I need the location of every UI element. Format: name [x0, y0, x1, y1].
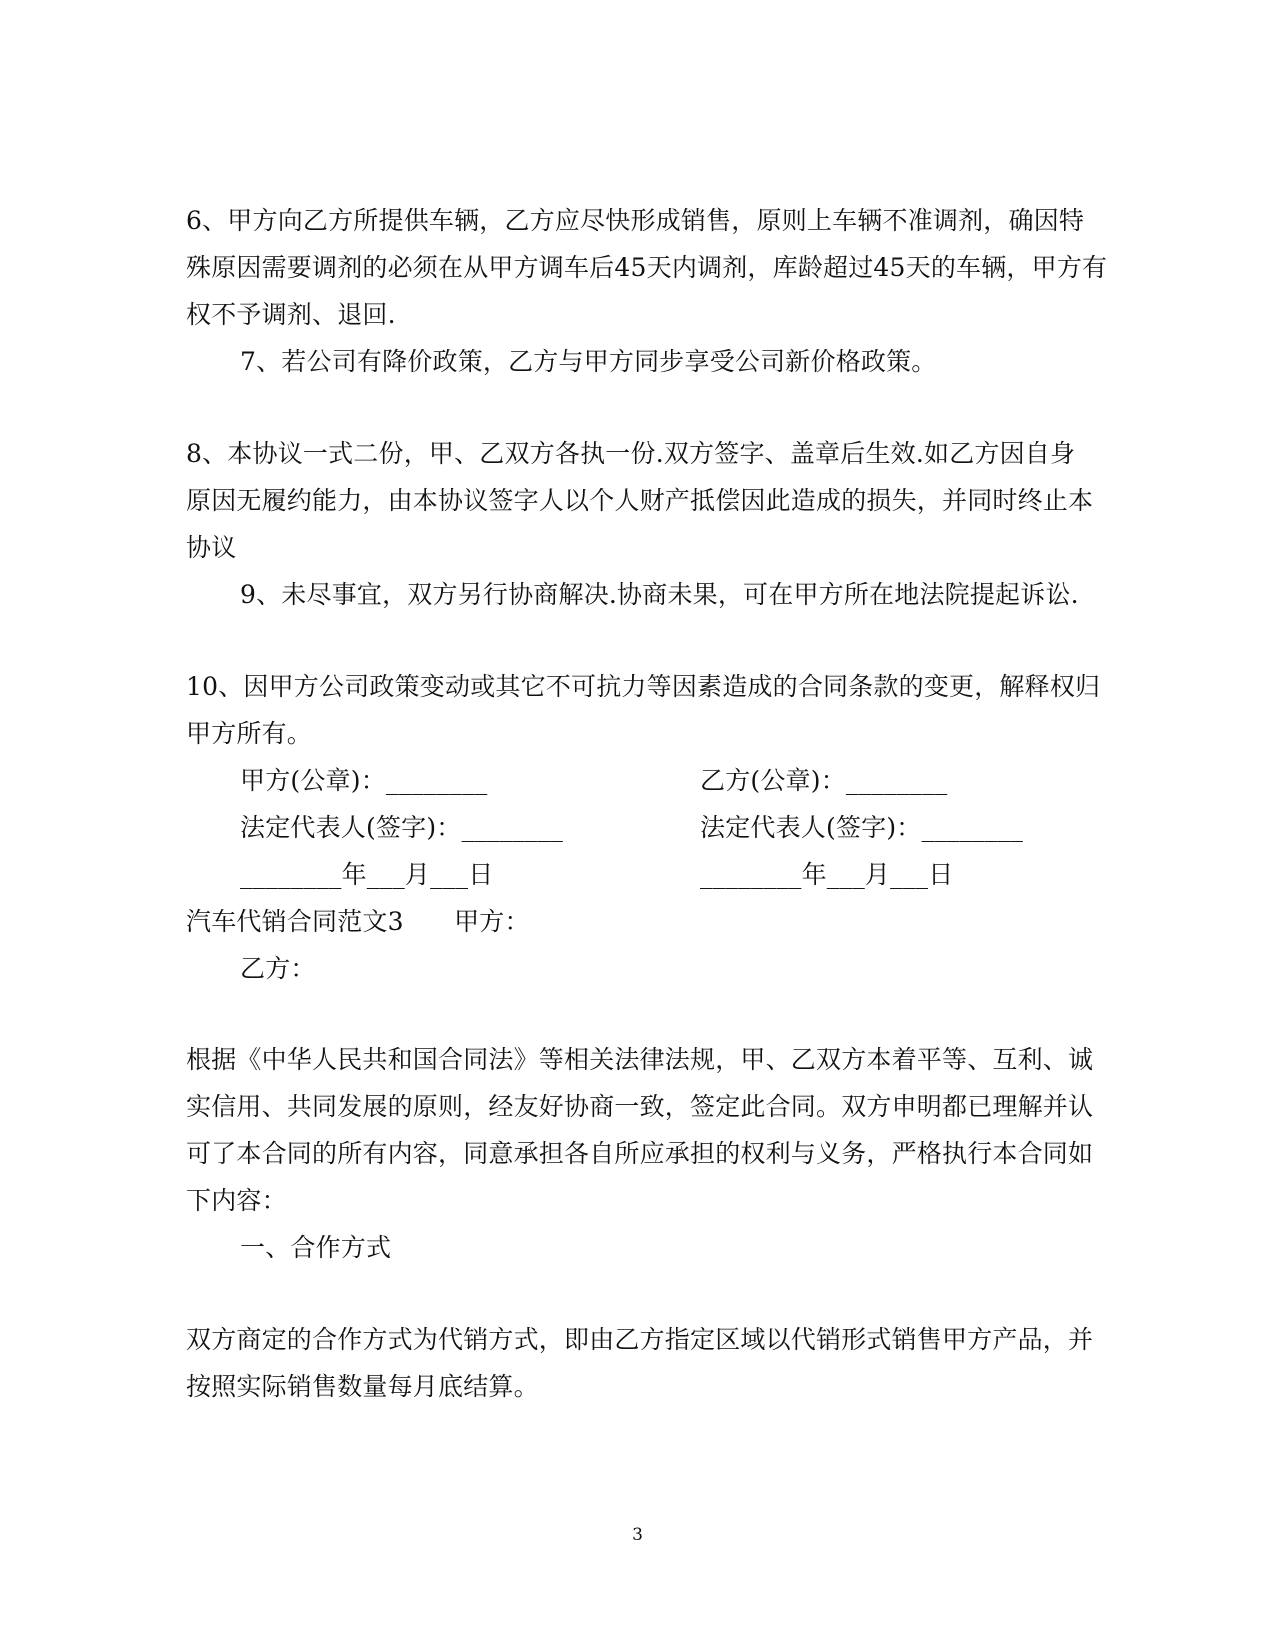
- page-number: 3: [632, 1525, 643, 1545]
- clause-8-line-2: 原因无履约能力，由本协议签字人以个人财产抵偿因此造成的损失，并同时终止本: [186, 486, 1094, 515]
- section-1-title: 一、合作方式: [240, 1233, 392, 1262]
- clause-7: 7、若公司有降价政策，乙方与甲方同步享受公司新价格政策。: [240, 347, 937, 376]
- party-a-seal: 甲方(公章)：________: [240, 766, 488, 795]
- party-a-date: ________年___月___日: [240, 860, 494, 889]
- preamble-line-2: 实信用、共同发展的原则，经友好协商一致，签定此合同。双方申明都已理解并认: [186, 1092, 1094, 1121]
- party-a-representative: 法定代表人(签字)：________: [240, 813, 564, 842]
- clause-10-line-1: 10、因甲方公司政策变动或其它不可抗力等因素造成的合同条款的变更，解释权归: [186, 672, 1101, 701]
- clause-6-line-2: 殊原因需要调剂的必须在从甲方调车后45天内调剂，库龄超过45天的车辆，甲方有: [186, 253, 1108, 282]
- clause-9: 9、未尽事宜，双方另行协商解决.协商未果，可在甲方所在地法院提起诉讼.: [240, 580, 1079, 609]
- contract-3-party-b: 乙方：: [240, 954, 316, 983]
- party-b-representative: 法定代表人(签字)：________: [700, 813, 1024, 842]
- party-b-seal: 乙方(公章)：________: [700, 766, 948, 795]
- clause-8-line-1: 8、本协议一式二份，甲、乙双方各执一份.双方签字、盖章后生效.如乙方因自身: [186, 439, 1076, 468]
- clause-8-line-3: 协议: [186, 533, 237, 562]
- section-1-line-2: 按照实际销售数量每月底结算。: [186, 1372, 539, 1401]
- preamble-line-4: 下内容：: [186, 1186, 287, 1215]
- clause-6-line-3: 权不予调剂、退回.: [186, 300, 396, 329]
- preamble-line-1: 根据《中华人民共和国合同法》等相关法律法规，甲、乙双方本着平等、互利、诚: [186, 1045, 1094, 1074]
- section-1-line-1: 双方商定的合作方式为代销方式，即由乙方指定区域以代销形式销售甲方产品，并: [186, 1325, 1094, 1354]
- contract-3-heading: 汽车代销合同范文3 甲方：: [186, 907, 530, 936]
- clause-10-line-2: 甲方所有。: [186, 719, 313, 748]
- preamble-line-3: 可了本合同的所有内容，同意承担各自所应承担的权利与义务，严格执行本合同如: [186, 1139, 1094, 1168]
- party-b-date: ________年___月___日: [700, 860, 954, 889]
- clause-6-line-1: 6、甲方向乙方所提供车辆，乙方应尽快形成销售，原则上车辆不准调剂，确因特: [186, 206, 1085, 235]
